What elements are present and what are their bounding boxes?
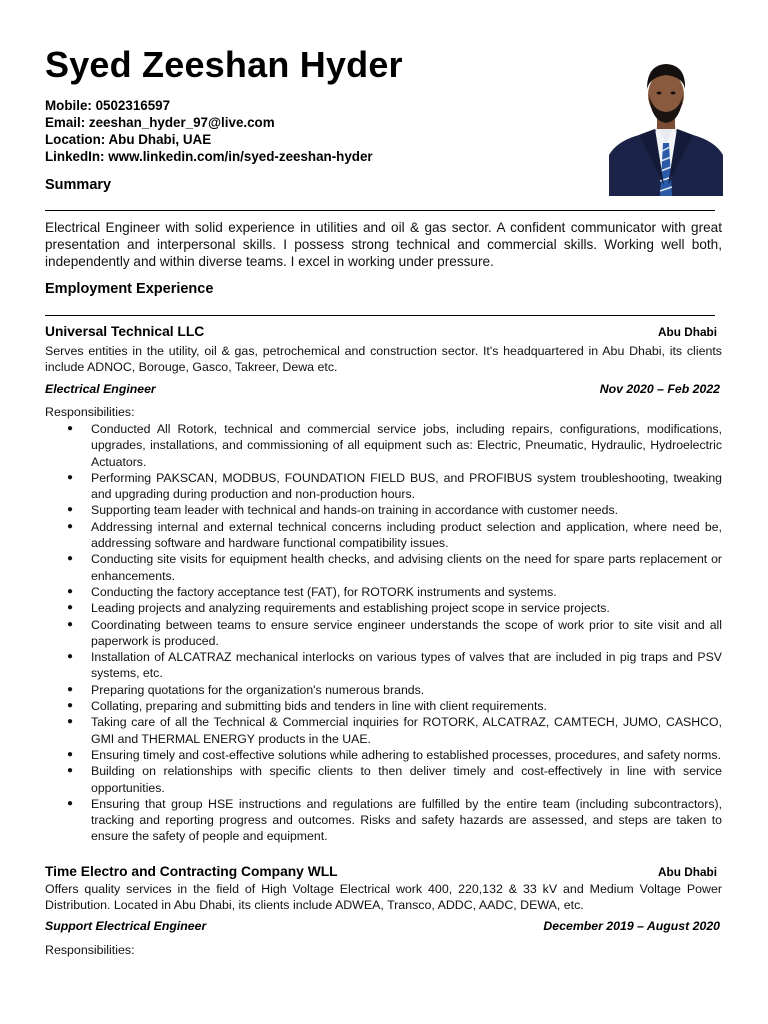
job-2-role-row xyxy=(45,919,720,933)
job-2-responsibilities-label: Responsibilities: xyxy=(45,943,135,957)
summary-divider xyxy=(45,210,715,211)
list-item: ● Addressing internal and external technical concerns including product selection and application, where need be, addressing software and hardware functional compatibility issues. xyxy=(67,519,722,551)
experience-heading: Employment Experience xyxy=(45,281,214,297)
contact-location: Location: Abu Dhabi, UAE xyxy=(45,132,212,147)
job-1-header xyxy=(45,324,717,339)
job-2-role: Support Electrical Engineer xyxy=(45,919,207,933)
job-1-role-row xyxy=(45,382,720,396)
list-item: ● Performing PAKSCAN, MODBUS, FOUNDATION FIELD BUS, and PROFIBUS system troubleshooting, tweaking and upgrading during production and non-production hours. xyxy=(67,470,722,502)
contact-linkedin: LinkedIn: www.linkedin.com/in/syed-zeeshan-hyder xyxy=(45,149,373,164)
list-item: ● Collating, preparing and submitting bids and tenders in line with client requirements. xyxy=(67,699,547,714)
job-2-description: Offers quality services in the field of High Voltage Electrical work 400, 220,132 & 33 kV and Medium Voltage Power Distribution. Located in Abu Dhabi, its clients include ADWEA, Transco, ADDC, AADC, DEWA, etc. xyxy=(45,882,722,912)
job-1-responsibilities-label: Responsibilities: xyxy=(45,405,135,419)
list-item: ● Building on relationships with specific clients to then deliver timely and cost-effectively in line with service opportunities. xyxy=(67,764,722,795)
job-1-company: Universal Technical LLC xyxy=(45,324,205,339)
list-item: ● Supporting team leader with technical and hands-on training in accordance with customer needs. xyxy=(67,503,619,518)
job-2-dates: December 2019 – August 2020 xyxy=(543,919,720,933)
candidate-name: Syed Zeeshan Hyder xyxy=(45,44,403,85)
contact-mobile: Mobile: 0502316597 xyxy=(45,98,171,113)
list-item: ● Taking care of all the Technical & Commercial inquiries for ROTORK, ALCATRAZ, CAMTECH, JUMO, CASHCO, GMI and THERMAL ENERGY products in the UAE. xyxy=(67,715,722,746)
list-item: ● Leading projects and analyzing requirements and establishing project scope in service projects. xyxy=(67,601,610,616)
job-2-location: Abu Dhabi xyxy=(658,865,717,879)
list-item: ● Ensuring that group HSE instructions and regulations are fulfilled by the entire team (including subcontractors), tracking and reporting progress and outcomes. Risks and safety hazards are assessed, and steps are taken to ensure the safety of people and equipment. xyxy=(67,796,722,844)
summary-text: Electrical Engineer with solid experience in utilities and oil & gas sector. A confident communicator with great presentation and interpersonal skills. I possess strong technical and commercial skills. Working well both, independently and within diverse teams. I excel in working under pressure. xyxy=(45,220,722,269)
job-2-company: Time Electro and Contracting Company WLL xyxy=(45,864,338,879)
job-2-header xyxy=(45,864,717,879)
summary-heading: Summary xyxy=(45,177,112,193)
list-item: ● Ensuring timely and cost-effective solutions while adhering to established processes, procedures, and safety norms. xyxy=(67,747,721,762)
job-1-responsibilities-list xyxy=(45,421,722,845)
contact-email: Email: zeeshan_hyder_97@live.com xyxy=(45,115,275,130)
experience-divider xyxy=(45,315,715,316)
job-1-location: Abu Dhabi xyxy=(658,325,717,339)
job-1-description: Serves entities in the utility, oil & gas, petrochemical and construction sector. It's headquartered in Abu Dhabi, its clients include ADNOC, Borouge, Gasco, Takreer, Dewa etc. xyxy=(45,344,722,374)
profile-photo xyxy=(609,55,723,196)
list-item: ● Coordinating between teams to ensure service engineer understands the scope of work prior to site visit and all paperwork is produced. xyxy=(67,617,722,648)
contact-block xyxy=(45,97,373,165)
list-item: ● Preparing quotations for the organization's numerous brands. xyxy=(67,682,425,697)
job-1-dates: Nov 2020 – Feb 2022 xyxy=(599,382,720,396)
list-item: ● Conducting site visits for equipment health checks, and advising clients on the need for spare parts replacement or enhancements. xyxy=(67,552,722,583)
list-item: ● Installation of ALCATRAZ mechanical interlocks on various types of valves that are included in pig traps and PSV systems, etc. xyxy=(67,650,722,681)
list-item: ● Conducting the factory acceptance test (FAT), for ROTORK instruments and systems. xyxy=(67,584,557,599)
list-item: ● Conducted All Rotork, technical and commercial service jobs, including repairs, configurations, modifications, upgrades, installations, and commissioning of all equipment such as: Electric, Pneumatic, Hydraulic, Hydroelectric Actuators. xyxy=(67,422,722,469)
job-1-role: Electrical Engineer xyxy=(45,382,156,396)
